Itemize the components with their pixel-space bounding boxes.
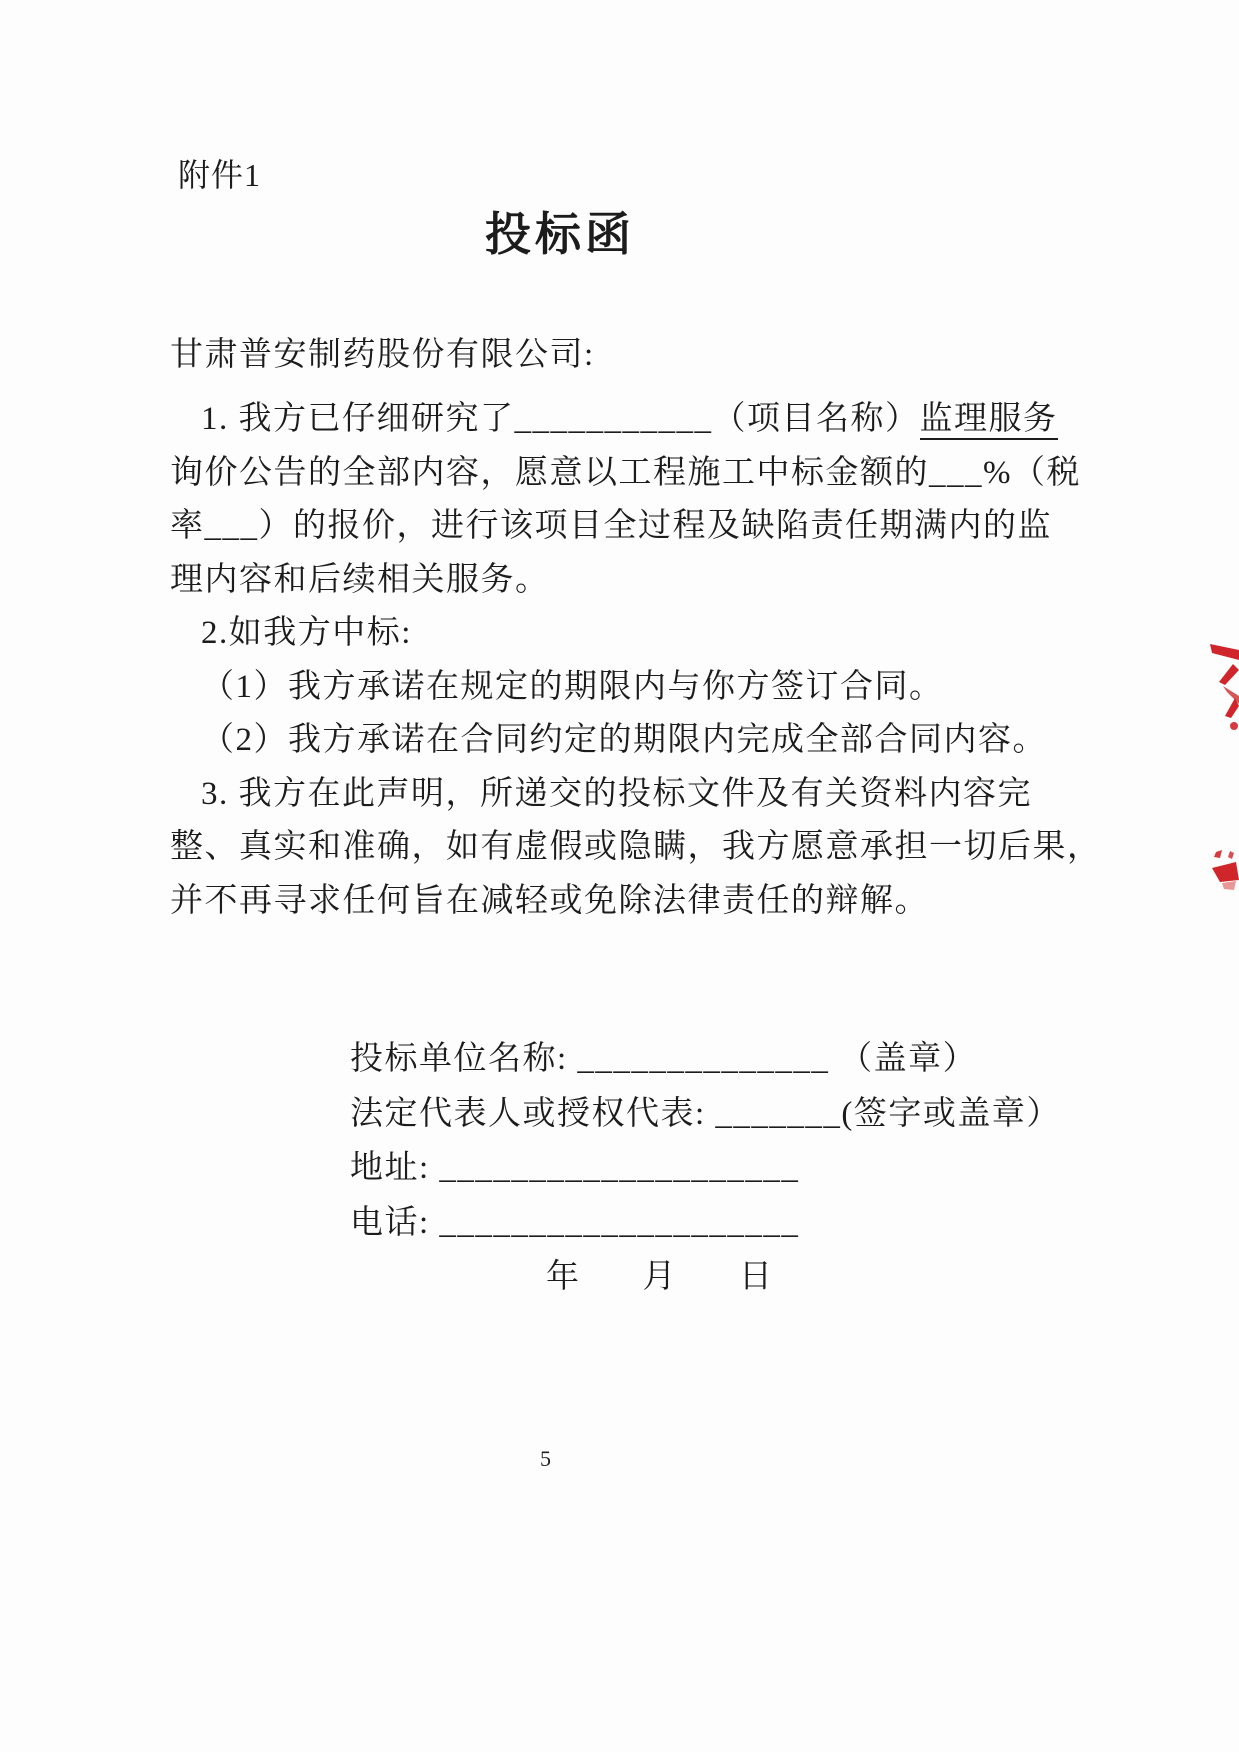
body-text [170,393,1102,928]
body-line-clause2: 2.如我方中标: [201,615,412,651]
phone-blank: ____________________ [439,1204,800,1241]
company-name-blank: ______________ [577,1041,830,1077]
clause1-text: 1. 我方已仔细研究了___________（项目名称） [201,401,920,437]
signature-address-line [350,1141,1050,1196]
body-line: 并不再寻求任何旨在减轻或免除法律责任的辩解。 [170,882,929,919]
document-title: 投标函 [485,209,635,260]
signature-representative-line [350,1087,1061,1142]
red-seal-fragment-icon [1203,640,1239,732]
address-blank: ____________________ [439,1150,800,1186]
representative-sign-note: (签字或盖章） [841,1095,1061,1132]
signature-company-line [350,1032,1050,1087]
phone-label: 电话: [350,1204,440,1241]
body-line: 整、真实和准确，如有虚假或隐瞒，我方愿意承担一切后果， [170,829,1102,865]
company-name-label: 投标单位名称: [350,1041,578,1077]
red-seal-fragment-icon [1206,850,1239,892]
date-line: 年 月 日 [546,1259,774,1295]
body-line-clause2-item2: （2）我方承诺在合同约定的期限内完成全部合同内容。 [201,722,1047,758]
signature-block [350,1032,1061,1305]
representative-label: 法定代表人或授权代表: [350,1095,716,1132]
address-label: 地址: [350,1150,440,1186]
body-line: 理内容和后续相关服务。 [170,561,550,598]
body-line-clause2-item1: （1）我方承诺在规定的期限内与你方签订合同。 [201,668,944,705]
representative-blank: _______ [715,1095,842,1132]
body-line: 询价公告的全部内容，愿意以工程施工中标金额的___%（税 [170,454,1081,491]
body-line-clause1 [170,393,1085,447]
clause1-emphasis-underlined: 监理服务 [920,401,1058,440]
body-line: 率___）的报价，进行该项目全过程及缺陷责任期满内的监 [170,508,1052,544]
salutation: 甘肃普安制药股份有限公司: [170,337,595,373]
body-line-clause3: 3. 我方在此声明，所递交的投标文件及有关资料内容完 [201,775,1032,812]
company-seal-note: （盖章） [829,1041,978,1077]
page-number: 5 [540,1446,551,1471]
attachment-label: 附件1 [178,157,262,193]
signature-phone-line [350,1196,1050,1251]
